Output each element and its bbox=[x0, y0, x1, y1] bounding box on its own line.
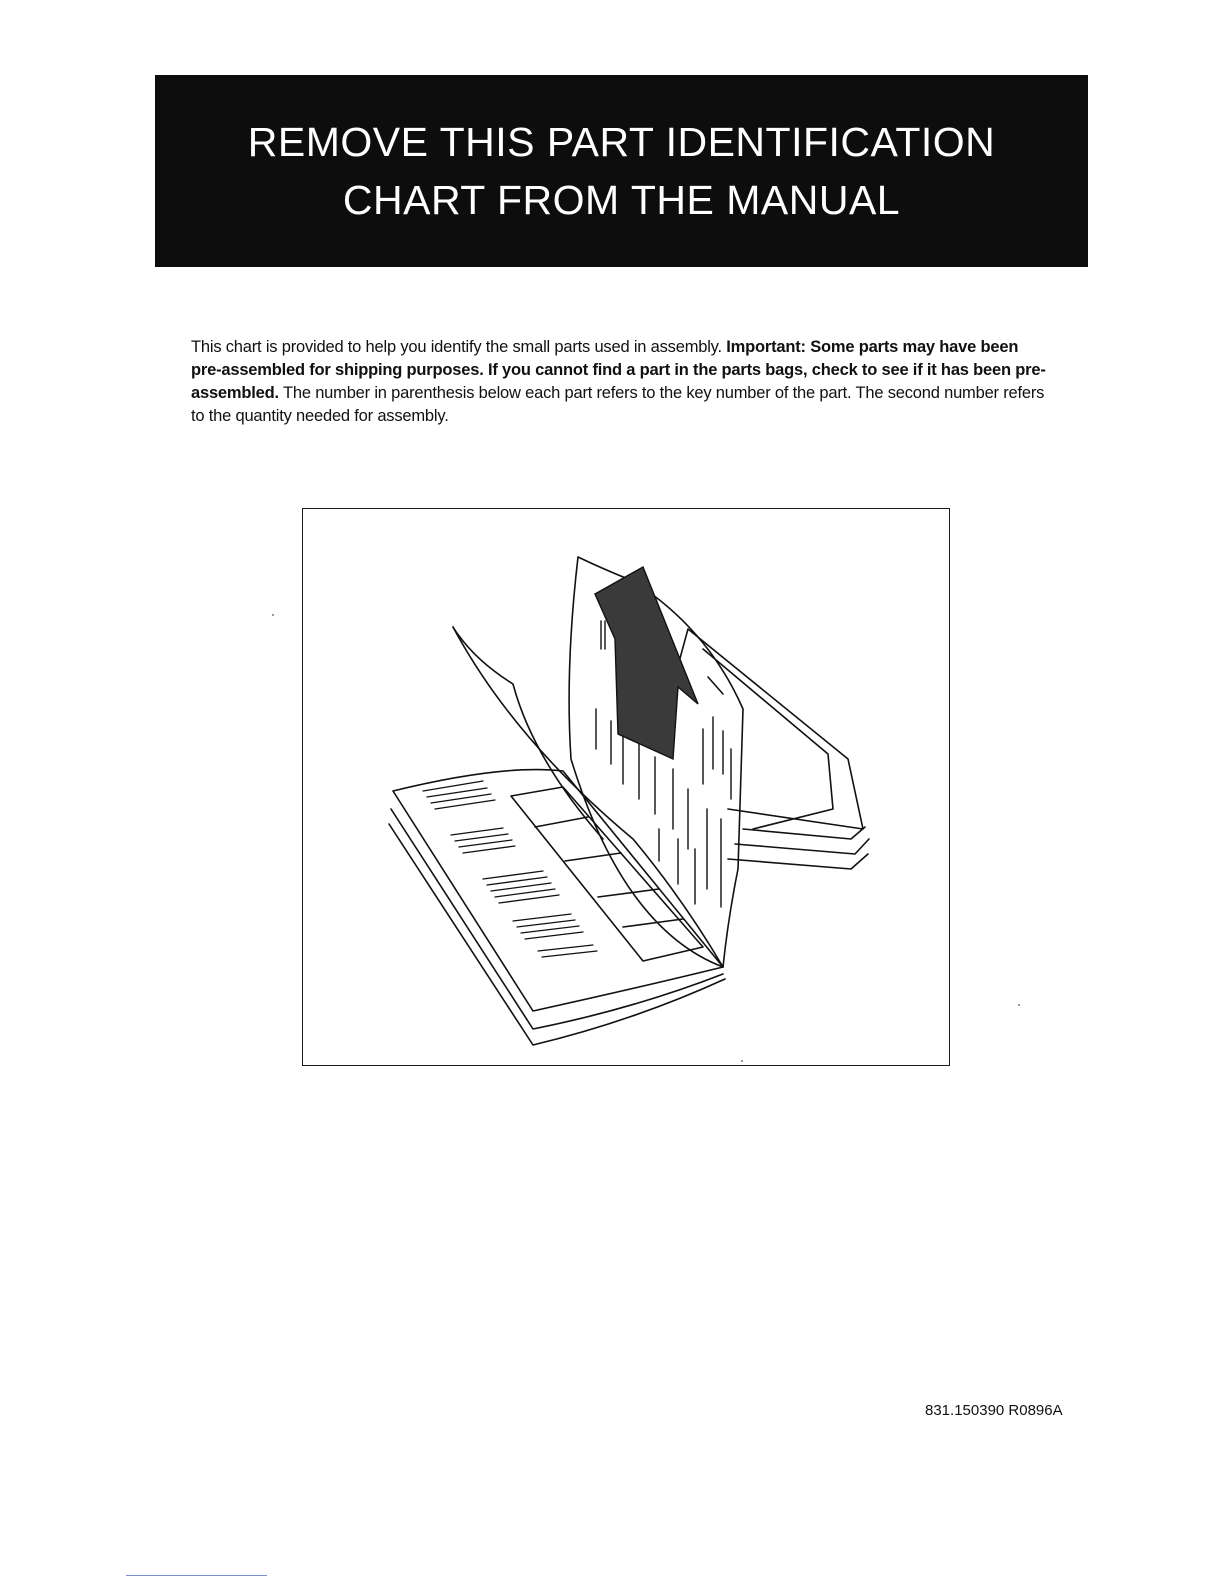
illustration-frame bbox=[302, 508, 950, 1066]
intro-paragraph bbox=[191, 336, 1051, 428]
scan-speck bbox=[272, 614, 274, 616]
document-code: 831.150390 R0896A bbox=[925, 1402, 1063, 1419]
intro-text-start: This chart is provided to help you identify the small parts used in assembly. bbox=[191, 338, 727, 356]
intro-text-end: The number in parenthesis below each part refers to the key number of the part. The second number refers to the quantity needed for assembly. bbox=[191, 384, 1045, 425]
right-page-back bbox=[673, 629, 863, 829]
open-manual-with-removable-chart-icon bbox=[303, 509, 951, 1067]
banner-title-line-2: CHART FROM THE MANUAL bbox=[342, 177, 901, 223]
scan-speck bbox=[741, 1060, 743, 1062]
banner-title-line-1: REMOVE THIS PART IDENTIFICATION bbox=[247, 119, 996, 165]
bottom-rule bbox=[126, 1575, 267, 1576]
scan-speck bbox=[1018, 1004, 1020, 1006]
intro-important-note: Important: Some parts may have been pre-assembled for shipping purposes. If you cannot find a part in the parts bags, check to see if it has been pre-assembled. bbox=[191, 338, 1046, 402]
title-banner bbox=[155, 75, 1088, 267]
